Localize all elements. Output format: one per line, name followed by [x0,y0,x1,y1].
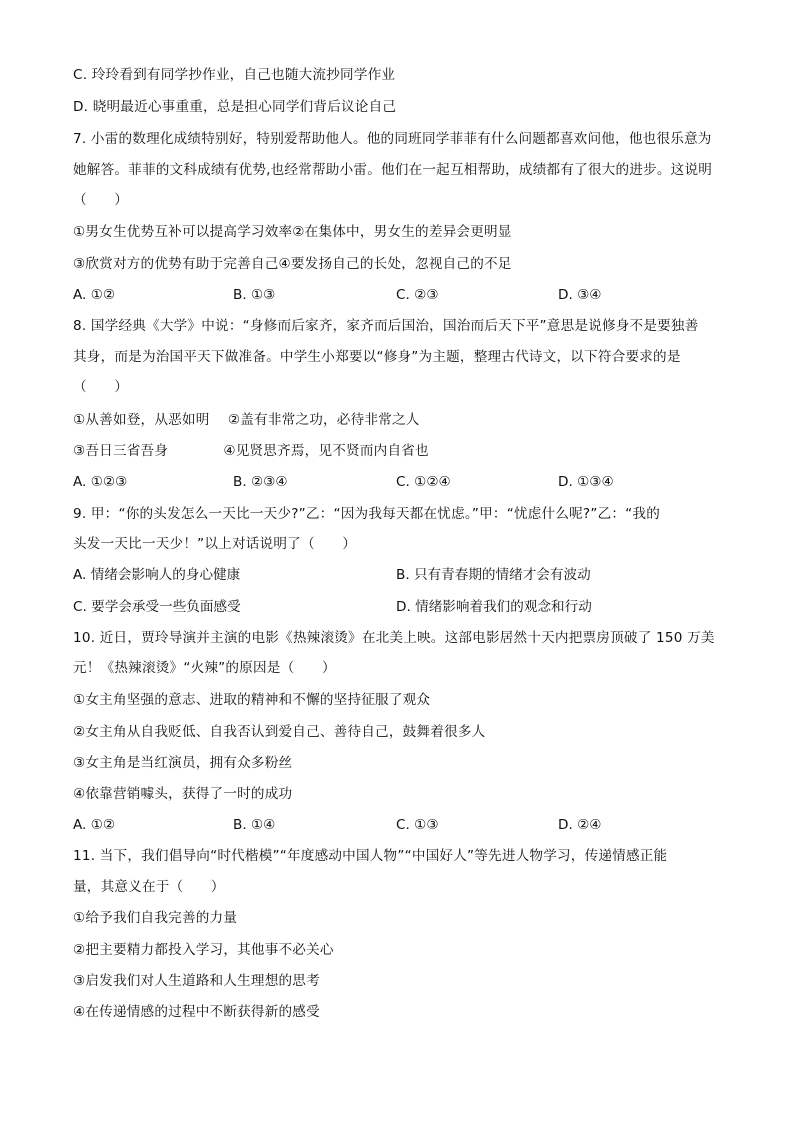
q7-option-a: A. ①② [73,287,116,303]
q7-stem-line-1: 7. 小雷的数理化成绩特别好，特别爱帮助他人。他的同班同学菲菲有什么问题都喜欢问他，他也很乐意为 [73,131,712,147]
q9-option-c: C. 要学会承受一些负面感受 [73,599,241,615]
q8-stem-line-2: 其身，而是为治国平天下做准备。中学生小郑要以“修身”为主题，整理古代诗文，以下符合要求的是 [73,349,681,365]
q10-item-1: ①女主角坚强的意志、进取的精神和不懈的坚持征服了观众 [73,692,431,708]
q11-item-2: ②把主要精力都投入学习，其他事不必关心 [73,942,334,958]
q10-item-4: ④依靠营销噱头，获得了一时的成功 [73,786,293,802]
q10-option-b: B. ①④ [233,817,276,833]
q10-stem-line-1: 10. 近日，贾玲导演并主演的电影《热辣滚烫》在北美上映。这部电影居然十天内把票房顶破了 150 万美 [73,630,715,646]
q10-stem-line-2: 元！《热辣滚烫》“火辣”的原因是（ ） [73,660,336,676]
q9-option-a: A. 情绪会影响人的身心健康 [73,567,241,583]
q11-stem-line-1: 11. 当下，我们倡导向“时代楷模”“年度感动中国人物”“中国好人”等先进人物学习，传递情感正能 [73,848,668,864]
q8-option-b: B. ②③④ [233,474,288,490]
q7-item-line-1: ①男女生优势互补可以提高学习效率②在集体中，男女生的差异会更明显 [73,224,512,240]
q9-stem-line-2: 头发一天比一天少！”以上对话说明了（ ） [73,536,357,552]
q7-answer-paren: （ ） [73,192,129,208]
q10-option-d: D. ②④ [558,817,602,833]
q11-item-3: ③启发我们对人生道路和人生理想的思考 [73,973,320,989]
q6-option-d: D. 晓明最近心事重重，总是担心同学们背后议论自己 [73,99,397,115]
q11-item-1: ①给予我们自我完善的力量 [73,910,238,926]
q8-option-c: C. ①②④ [396,474,451,490]
q11-item-4: ④在传递情感的过程中不断获得新的感受 [73,1004,320,1020]
q7-item-line-2: ③欣赏对方的优势有助于完善自己④要发扬自己的长处，忽视自己的不足 [73,256,512,272]
q6-option-c: C. 玲玲看到有同学抄作业，自己也随大流抄同学作业 [73,67,396,83]
q8-answer-paren: （ ） [73,379,129,395]
q8-stem-line-1: 8. 国学经典《大学》中说：“身修而后家齐，家齐而后国治，国治而后天下平”意思是说修身不是要独善 [73,318,699,334]
q10-item-3: ③女主角是当红演员，拥有众多粉丝 [73,755,293,771]
q8-option-d: D. ①③④ [558,474,614,490]
q9-option-d: D. 情绪影响着我们的观念和行动 [396,599,592,615]
q8-option-a: A. ①②③ [73,474,128,490]
q9-stem-line-1: 9. 甲：“你的头发怎么一天比一天少?”乙：“因为我每天都在忧虑。”甲：“忧虑什么呢?”乙：“我的 [73,506,660,522]
q10-item-2: ②女主角从自我贬低、自我否认到爱自己、善待自己，鼓舞着很多人 [73,724,486,740]
q9-option-b: B. 只有青春期的情绪才会有波动 [396,567,591,583]
q10-option-c: C. ①③ [396,817,439,833]
q10-option-a: A. ①② [73,817,116,833]
q7-option-c: C. ②③ [396,287,439,303]
q7-option-d: D. ③④ [558,287,602,303]
q11-stem-line-2: 量，其意义在于（ ） [73,879,225,895]
q7-option-b: B. ①③ [233,287,276,303]
q7-stem-line-2: 她解答。菲菲的文科成绩有优势,也经常帮助小雷。他们在一起互相帮助，成绩都有了很大的进步。这说明 [73,162,713,178]
q8-item-line-2: ③吾日三省吾身 ④见贤思齐焉，见不贤而内自省也 [73,443,429,459]
q8-item-line-1: ①从善如登，从恶如明 ②盖有非常之功，必待非常之人 [73,412,420,428]
